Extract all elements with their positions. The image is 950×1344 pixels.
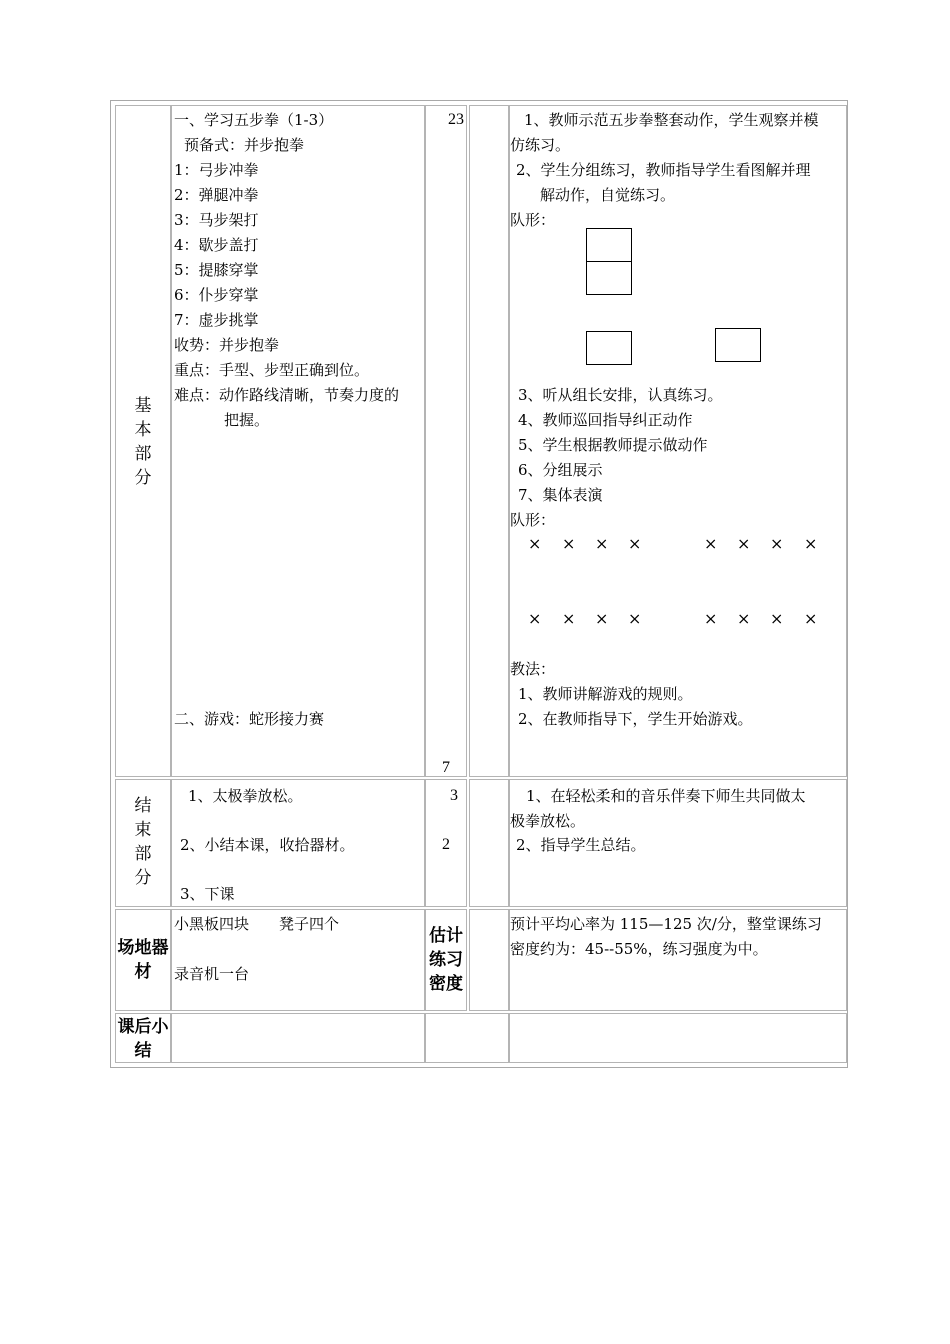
time-value: 2 xyxy=(442,836,450,853)
equipment-label-cell xyxy=(115,909,171,1011)
ending-method-cell xyxy=(509,779,847,907)
content-line: 7：虚步挑掌 xyxy=(174,311,259,329)
cross-mark: × xyxy=(804,534,818,553)
summary-mid-cell xyxy=(425,1013,509,1063)
cross-mark: × xyxy=(595,534,609,553)
basic-section-cell xyxy=(115,105,171,777)
summary-right-cell xyxy=(509,1013,847,1063)
method-line: 3、听从组长安排，认真练习。 xyxy=(518,386,723,404)
content-line: 2：弹腿冲拳 xyxy=(174,186,259,204)
cross-mark: × xyxy=(737,534,751,553)
density-blank-cell xyxy=(469,909,509,1011)
content-line: 6：仆步穿掌 xyxy=(174,286,259,304)
equipment-label: 材 xyxy=(134,962,152,982)
basic-time-cell xyxy=(425,105,467,777)
ending-content-cell xyxy=(171,779,425,907)
cross-mark: × xyxy=(562,534,576,553)
basic-blank-cell xyxy=(469,105,509,777)
cross-mark: × xyxy=(628,609,642,628)
formation-box xyxy=(586,331,632,365)
equipment-item: 小黑板四块 凳子四个 xyxy=(174,915,340,933)
density-line: 密度约为：45--55%，练习强度为中。 xyxy=(510,940,768,958)
ending-time-cell xyxy=(425,779,467,907)
summary-label: 课后小 xyxy=(117,1017,169,1037)
basic-section-char: 本 xyxy=(134,420,152,440)
method-line: 1、教师示范五步拳整套动作，学生观察并模 xyxy=(524,111,819,129)
method-line: 7、集体表演 xyxy=(518,486,603,504)
basic-section-char: 基 xyxy=(134,396,152,416)
content-line: 1：弓步冲拳 xyxy=(174,161,259,179)
density-label: 练习 xyxy=(429,950,463,970)
formation-box xyxy=(586,228,632,263)
density-label: 估计 xyxy=(429,926,463,946)
content-line: 难点：动作路线清晰，节奏力度的 xyxy=(174,386,400,404)
summary-label-cell xyxy=(115,1013,171,1063)
time-value: 23 xyxy=(448,111,464,128)
ending-item: 3、下课 xyxy=(180,885,235,903)
basic-section-char: 部 xyxy=(134,444,152,464)
formation-box xyxy=(715,328,761,362)
method-line: 2、指导学生总结。 xyxy=(516,836,646,854)
ending-section-cell xyxy=(115,779,171,907)
method-line: 2、在教师指导下，学生开始游戏。 xyxy=(518,710,753,728)
cross-mark: × xyxy=(704,609,718,628)
content-line: 预备式：并步抱拳 xyxy=(184,136,305,154)
content-line: 4：歇步盖打 xyxy=(174,236,259,254)
ending-section-char: 束 xyxy=(134,820,152,840)
time-value: 7 xyxy=(442,759,450,776)
content-line: 一、学习五步拳（1-3） xyxy=(174,111,334,129)
method-line: 队形： xyxy=(510,511,556,529)
method-line: 2、学生分组练习，教师指导学生看图解并理 xyxy=(516,161,811,179)
summary-label: 结 xyxy=(134,1041,152,1061)
ending-item: 1、太极拳放松。 xyxy=(188,787,303,805)
formation-box xyxy=(586,261,632,295)
method-line: 教法： xyxy=(510,660,556,678)
method-line: 仿练习。 xyxy=(510,136,571,154)
basic-content-cell xyxy=(171,105,425,777)
time-value: 3 xyxy=(450,787,458,804)
ending-section-char: 分 xyxy=(134,868,152,888)
density-label-cell xyxy=(425,909,467,1011)
cross-mark: × xyxy=(770,609,784,628)
cross-mark: × xyxy=(804,609,818,628)
equipment-label: 场地器 xyxy=(117,938,169,958)
content-line: 5：提膝穿掌 xyxy=(174,261,259,279)
lesson-plan-table xyxy=(110,100,848,1068)
ending-section-char: 部 xyxy=(134,844,152,864)
method-line: 1、在轻松柔和的音乐伴奏下师生共同做太 xyxy=(526,787,806,805)
cross-mark: × xyxy=(595,609,609,628)
ending-item: 2、小结本课，收拾器材。 xyxy=(180,836,355,854)
method-line: 4、教师巡回指导纠正动作 xyxy=(518,411,693,429)
cross-mark: × xyxy=(528,609,542,628)
content-line: 把握。 xyxy=(224,411,270,429)
summary-content-cell xyxy=(171,1013,425,1063)
content-line: 收势：并步抱拳 xyxy=(174,336,280,354)
cross-mark: × xyxy=(562,609,576,628)
method-line: 极拳放松。 xyxy=(510,812,586,830)
method-line: 5、学生根据教师提示做动作 xyxy=(518,436,708,454)
density-text-cell xyxy=(509,909,847,1011)
cross-mark: × xyxy=(770,534,784,553)
method-line: 队形： xyxy=(510,211,556,229)
content-line: 3：马步架打 xyxy=(174,211,259,229)
method-line: 1、教师讲解游戏的规则。 xyxy=(518,685,693,703)
basic-section-char: 分 xyxy=(134,468,152,488)
game-line: 二、游戏：蛇形接力赛 xyxy=(174,710,325,728)
content-line: 重点：手型、步型正确到位。 xyxy=(174,361,370,379)
cross-mark: × xyxy=(528,534,542,553)
basic-method-cell xyxy=(509,105,847,777)
cross-mark: × xyxy=(628,534,642,553)
method-line: 解动作，自觉练习。 xyxy=(540,186,676,204)
equipment-content-cell xyxy=(171,909,425,1011)
ending-blank-cell xyxy=(469,779,509,907)
method-line: 6、分组展示 xyxy=(518,461,603,479)
cross-mark: × xyxy=(704,534,718,553)
density-label: 密度 xyxy=(429,974,463,994)
cross-mark: × xyxy=(737,609,751,628)
density-line: 预计平均心率为 115—125 次/分，整堂课练习 xyxy=(510,915,822,933)
equipment-item: 录音机一台 xyxy=(174,965,250,983)
ending-section-char: 结 xyxy=(134,796,152,816)
